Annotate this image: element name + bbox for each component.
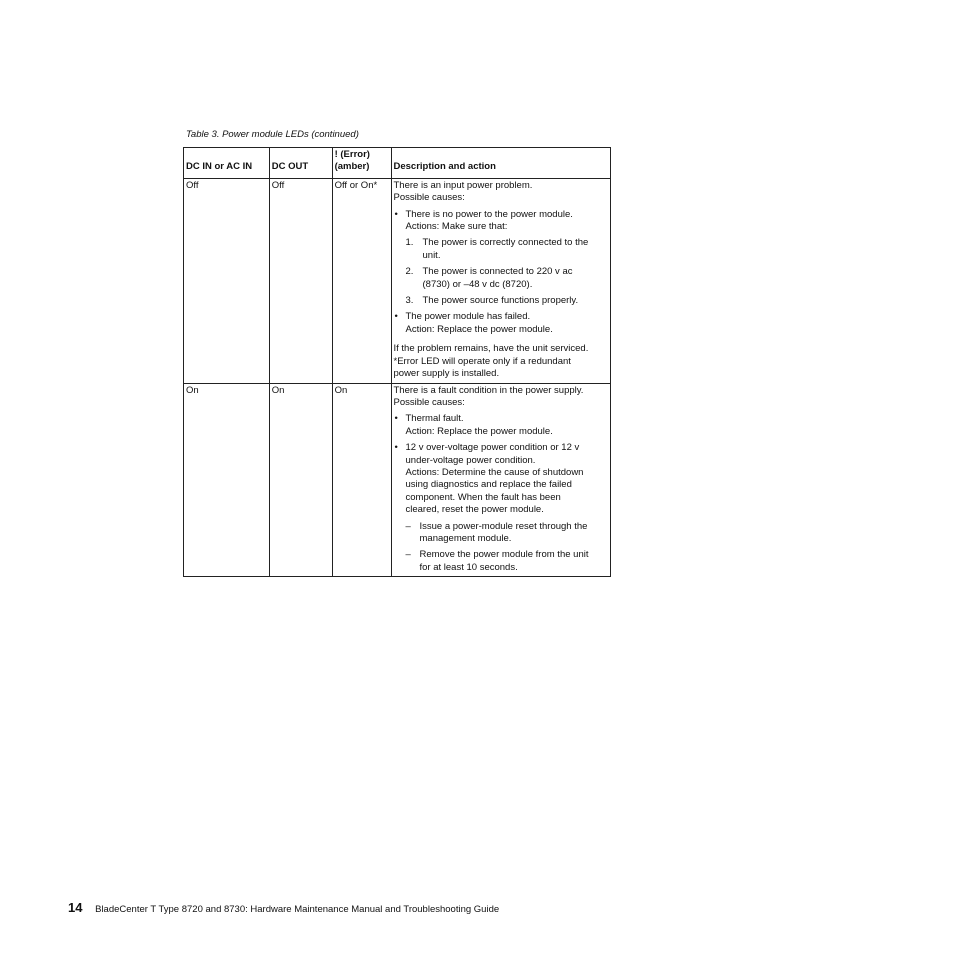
numbered-text: (8730) or –48 v dc (8720). [422,278,533,290]
page-footer [68,900,499,915]
page-number: 14 [68,900,83,915]
intro-line: Possible causes: [393,396,465,408]
header-dc-out: DC OUT [269,148,332,179]
numbered-text: The power source functions properly. [422,295,579,307]
bullet-text: Thermal fault. [405,413,464,425]
numbered-text: The power is correctly connected to the [422,237,589,249]
dash-marker: – [405,549,411,561]
header-error [332,148,391,179]
dash-marker: – [405,520,411,532]
bullet-marker: • [394,311,398,323]
numbered-text: The power is connected to 220 v ac [422,266,573,278]
bullet-item [394,442,609,516]
bullet-text: using diagnostics and replace the failed [405,479,572,491]
bullet-text: There is no power to the power module. [405,208,573,220]
bullet-text: 12 v over-voltage power condition or 12 v [405,442,580,454]
number-marker: 2. [405,266,414,278]
cell-error: On [332,383,391,577]
numbered-item [394,295,609,307]
outro-paragraph [394,343,609,380]
cell-description [391,178,611,383]
bullet-text: cleared, reset the power module. [405,504,544,516]
cell-error: Off or On* [332,178,391,383]
bullet-text: Actions: Determine the cause of shutdown [405,466,584,478]
table-row [184,178,611,383]
bullet-text: under-voltage power condition. [405,454,536,466]
bullet-item [394,209,609,234]
intro-line: Possible causes: [393,192,465,204]
number-marker: 1. [405,237,414,249]
numbered-item [394,237,609,262]
dash-text: Issue a power-module reset through the [419,520,588,532]
cell-dc-out: Off [269,178,332,383]
bullet-text: Actions: Make sure that: [405,221,508,233]
cell-dc-out: On [269,383,332,577]
bullet-item [394,413,609,438]
bullet-text: The power module has failed. [405,311,531,323]
bullet-text: component. When the fault has been [405,491,561,503]
bullet-marker: • [394,442,398,454]
bullet-item [394,311,609,336]
bullet-text: Action: Replace the power module. [405,323,553,335]
cell-dc-in: Off [184,178,270,383]
header-description: Description and action [391,148,611,179]
header-error-line2: (amber) [334,161,370,173]
table-header-row [184,148,611,179]
table-row [184,383,611,577]
cell-dc-in: On [184,383,270,577]
outro-line: power supply is installed. [393,368,500,380]
bullet-marker: • [394,208,398,220]
cell-description [391,383,611,577]
table-caption: Table 3. Power module LEDs (continued) [186,129,359,140]
power-module-leds-table [183,147,611,577]
header-dc-in: DC IN or AC IN [184,148,270,179]
bullet-text: Action: Replace the power module. [405,425,553,437]
dash-item [394,521,609,546]
intro-line: There is an input power problem. [393,179,533,191]
header-error-line1: ! (Error) [334,149,370,160]
dash-item [394,549,609,574]
numbered-text: unit. [422,249,441,261]
intro-line: There is a fault condition in the power supply. [393,384,584,396]
bullet-marker: • [394,413,398,425]
numbered-item [394,266,609,291]
footer-title: BladeCenter T Type 8720 and 8730: Hardware Maintenance Manual and Troubleshooting Guide [95,904,500,915]
outro-line: If the problem remains, have the unit serviced. [393,343,589,355]
dash-text: management module. [419,532,512,544]
number-marker: 3. [405,295,414,307]
dash-text: Remove the power module from the unit [419,549,589,561]
outro-line: *Error LED will operate only if a redundant [393,355,571,367]
dash-text: for at least 10 seconds. [419,561,518,573]
